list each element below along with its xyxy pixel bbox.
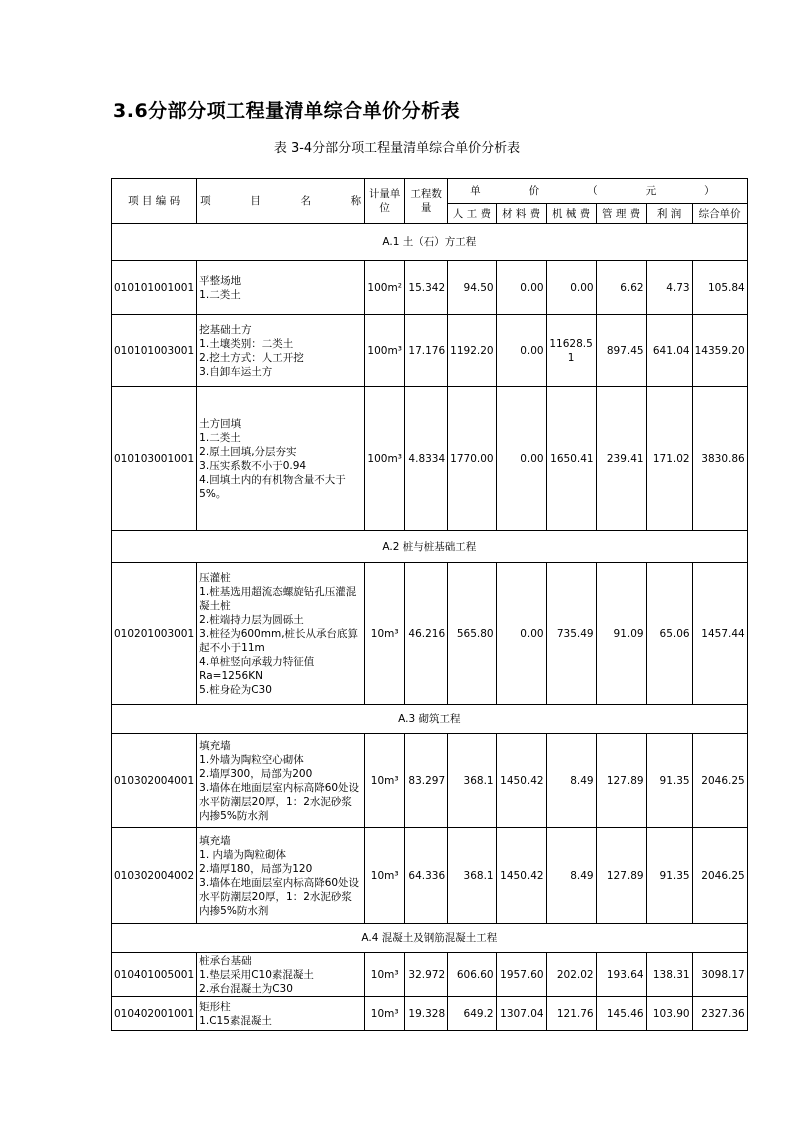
cell-unit: 100m³ — [365, 387, 405, 531]
item-name-line: 1.桩基选用超流态螺旋钻孔压灌混凝土桩 — [199, 585, 357, 612]
cell-mgmt: 193.64 — [596, 953, 646, 997]
cell-unit: 10m³ — [365, 828, 405, 924]
header-price-part: ） — [704, 185, 715, 197]
cell-qty: 17.176 — [405, 315, 448, 387]
header-name-part: 称 — [350, 195, 362, 207]
item-name — [197, 953, 365, 997]
item-name-line: 1.C15素混凝土 — [199, 1014, 272, 1027]
item-name-line: 3.压实系数不小于0.94 — [199, 459, 307, 472]
table-row — [112, 997, 748, 1031]
item-name-line: 2.原土回填,分层夯实 — [199, 445, 297, 458]
header-qty: 工程数量 — [405, 179, 448, 224]
header-machine: 机 械 费 — [546, 204, 596, 224]
header-unit: 计量单位 — [365, 179, 405, 224]
cell-labor: 94.50 — [448, 261, 496, 315]
cell-qty: 19.328 — [405, 997, 448, 1031]
item-code: 010302004002 — [112, 828, 197, 924]
item-name-line: 2.承台混凝土为C30 — [199, 982, 293, 995]
cell-mgmt: 127.89 — [596, 734, 646, 828]
cell-mgmt: 239.41 — [596, 387, 646, 531]
header-labor: 人 工 费 — [448, 204, 496, 224]
header-code: 项 目 编 码 — [112, 179, 197, 224]
table-row — [112, 953, 748, 997]
item-name — [197, 734, 365, 828]
header-profit: 利 润 — [646, 204, 692, 224]
cell-qty: 46.216 — [405, 563, 448, 705]
cell-profit: 4.73 — [646, 261, 692, 315]
header-material: 材 料 费 — [496, 204, 546, 224]
cell-profit: 65.06 — [646, 563, 692, 705]
item-name — [197, 997, 365, 1031]
item-name — [197, 828, 365, 924]
cell-profit: 171.02 — [646, 387, 692, 531]
item-name-line: 矩形柱 — [199, 1000, 231, 1013]
item-name-line: 2.桩端持力层为圆砾土 — [199, 613, 304, 626]
item-name-line: 1. 内墙为陶粒砌体 — [199, 848, 287, 861]
table-row — [112, 734, 748, 828]
header-name-part: 名 — [300, 195, 311, 207]
table-row — [112, 563, 748, 705]
cell-qty: 4.8334 — [405, 387, 448, 531]
item-name-line: 1.外墙为陶粒空心砌体 — [199, 753, 304, 766]
cell-labor: 368.1 — [448, 734, 496, 828]
table-row — [112, 828, 748, 924]
cell-machine: 0.00 — [546, 261, 596, 315]
cell-unit: 100m³ — [365, 315, 405, 387]
cell-labor: 368.1 — [448, 828, 496, 924]
section-title: A.1 土（石）方工程 — [112, 224, 748, 261]
item-name-line: 2.墙厚300，局部为200 — [199, 767, 313, 780]
item-name-line: 1.垫层采用C10素混凝土 — [199, 968, 314, 981]
header-price-group — [448, 179, 748, 204]
cell-total: 14359.20 — [692, 315, 747, 387]
item-code: 010201003001 — [112, 563, 197, 705]
item-name-line: 3.桩径为600mm,桩长从承台底算起不小于11m — [199, 627, 359, 654]
item-name-line: 4.单桩竖向承载力特征值Ra=1256KN — [199, 655, 315, 682]
item-code: 010101003001 — [112, 315, 197, 387]
header-price-part: （ — [587, 185, 598, 197]
item-name-line: 3.墙体在地面层室内标高降60处设水平防潮层20厚，1：2水泥砂浆内掺5%防水剂 — [199, 781, 360, 822]
header-name — [197, 179, 365, 224]
cell-labor: 565.80 — [448, 563, 496, 705]
item-name-line: 4.回填土内的有机物含量不大于5%。 — [199, 473, 346, 500]
cell-machine: 121.76 — [546, 997, 596, 1031]
cell-material: 1450.42 — [496, 734, 546, 828]
cell-machine: 202.02 — [546, 953, 596, 997]
cell-profit: 138.31 — [646, 953, 692, 997]
cell-labor: 1192.20 — [448, 315, 496, 387]
cell-machine: 735.49 — [546, 563, 596, 705]
cell-mgmt: 6.62 — [596, 261, 646, 315]
item-name-line: 桩承台基础 — [199, 954, 252, 967]
cell-profit: 91.35 — [646, 734, 692, 828]
cell-material: 0.00 — [496, 563, 546, 705]
section-row — [112, 531, 748, 563]
cell-total: 3098.17 — [692, 953, 747, 997]
cell-total: 2327.36 — [692, 997, 747, 1031]
cell-unit: 10m³ — [365, 563, 405, 705]
item-name-line: 3.墙体在地面层室内标高降60处设水平防潮层20厚，1：2水泥砂浆内掺5%防水剂 — [199, 876, 360, 917]
cell-unit: 10m³ — [365, 734, 405, 828]
item-name-line: 土方回填 — [199, 417, 242, 430]
cell-mgmt: 91.09 — [596, 563, 646, 705]
item-code: 010101001001 — [112, 261, 197, 315]
cell-total: 2046.25 — [692, 734, 747, 828]
table-row — [112, 315, 748, 387]
header-row-1 — [112, 179, 748, 204]
cell-material: 1957.60 — [496, 953, 546, 997]
header-price-part: 价 — [528, 185, 540, 197]
section-title: A.3 砌筑工程 — [112, 705, 748, 734]
header-name-part: 目 — [250, 195, 261, 207]
item-name-line: 3.自卸车运土方 — [199, 365, 273, 378]
header-name-part: 项 — [200, 195, 211, 207]
header-mgmt: 管 理 费 — [596, 204, 646, 224]
item-name-line: 平整场地 — [199, 274, 242, 287]
item-name-line: 1.二类土 — [199, 288, 241, 301]
section-row — [112, 924, 748, 953]
cell-labor: 606.60 — [448, 953, 496, 997]
header-price-part: 单 — [470, 185, 481, 197]
cell-mgmt: 897.45 — [596, 315, 646, 387]
cell-unit: 10m³ — [365, 953, 405, 997]
cell-qty: 83.297 — [405, 734, 448, 828]
table-row — [112, 387, 748, 531]
item-name-line: 5.桩身砼为C30 — [199, 683, 272, 696]
cell-machine: 8.49 — [546, 828, 596, 924]
cell-profit: 103.90 — [646, 997, 692, 1031]
item-name-line: 填充墙 — [199, 834, 231, 847]
item-name-line: 2.墙厚180，局部为120 — [199, 862, 313, 875]
item-code: 010302004001 — [112, 734, 197, 828]
table-body — [112, 179, 748, 1031]
item-name — [197, 315, 365, 387]
cell-qty: 32.972 — [405, 953, 448, 997]
page-heading: 3.6分部分项工程量清单综合单价分析表 — [113, 100, 461, 122]
cell-labor: 1770.00 — [448, 387, 496, 531]
cell-material: 1307.04 — [496, 997, 546, 1031]
item-code: 010402001001 — [112, 997, 197, 1031]
item-name-line: 2.挖土方式：人工开挖 — [199, 351, 304, 364]
cell-qty: 15.342 — [405, 261, 448, 315]
item-name — [197, 563, 365, 705]
cell-profit: 641.04 — [646, 315, 692, 387]
cell-total: 1457.44 — [692, 563, 747, 705]
item-name-line: 压灌桩 — [199, 571, 231, 584]
cell-material: 0.00 — [496, 261, 546, 315]
section-row — [112, 224, 748, 261]
unit-price-analysis-table — [111, 178, 748, 1031]
table-caption: 表 3-4分部分项工程量清单综合单价分析表 — [273, 141, 521, 156]
item-code: 010103001001 — [112, 387, 197, 531]
cell-mgmt: 127.89 — [596, 828, 646, 924]
item-name-line: 挖基础土方 — [199, 323, 252, 336]
section-title: A.2 桩与桩基础工程 — [112, 531, 748, 563]
cell-material: 0.00 — [496, 315, 546, 387]
item-name-line: 填充墙 — [199, 739, 231, 752]
cell-profit: 91.35 — [646, 828, 692, 924]
item-code: 010401005001 — [112, 953, 197, 997]
cell-material: 0.00 — [496, 387, 546, 531]
item-name-line: 1.土壤类别：二类土 — [199, 337, 294, 350]
item-name — [197, 261, 365, 315]
cell-total: 3830.86 — [692, 387, 747, 531]
cell-total: 2046.25 — [692, 828, 747, 924]
item-name — [197, 387, 365, 531]
cell-machine: 8.49 — [546, 734, 596, 828]
cell-unit: 10m³ — [365, 997, 405, 1031]
cell-mgmt: 145.46 — [596, 997, 646, 1031]
cell-qty: 64.336 — [405, 828, 448, 924]
cell-unit: 100m² — [365, 261, 405, 315]
item-name-line: 1.二类土 — [199, 431, 241, 444]
section-title: A.4 混凝土及钢筋混凝土工程 — [112, 924, 748, 953]
cell-machine: 11628.5 1 — [546, 315, 596, 387]
header-price-part: 元 — [645, 185, 657, 197]
section-row — [112, 705, 748, 734]
cell-material: 1450.42 — [496, 828, 546, 924]
cell-labor: 649.2 — [448, 997, 496, 1031]
header-total: 综合单价 — [692, 204, 747, 224]
cell-total: 105.84 — [692, 261, 747, 315]
table-row — [112, 261, 748, 315]
cell-machine: 1650.41 — [546, 387, 596, 531]
